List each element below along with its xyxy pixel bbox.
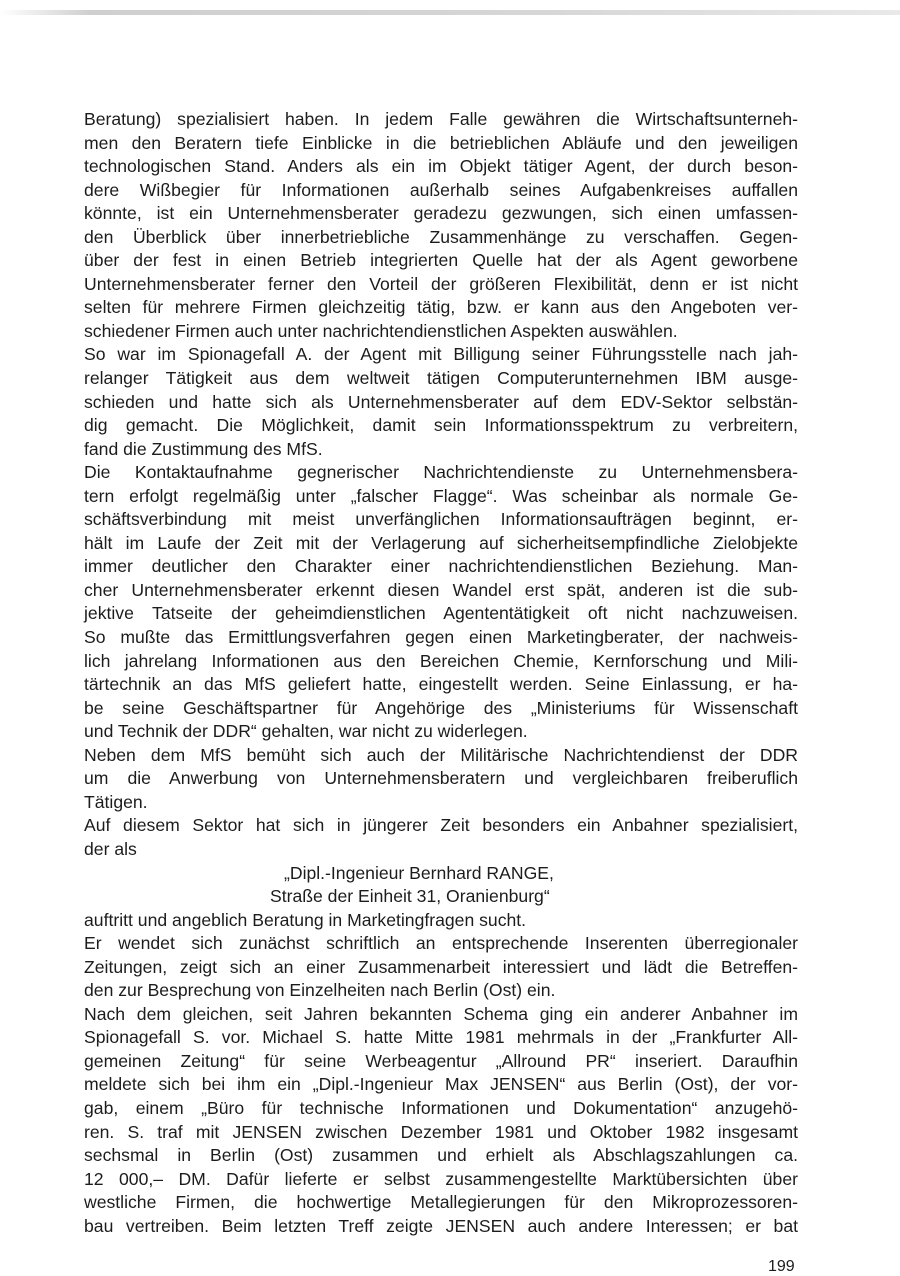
text-line: könnte, ist ein Unternehmensberater geradezu gezwungen, sich einen umfassen- [84,203,798,224]
text-line: 12 000,– DM. Dafür lieferte er selbst zusammengestellte Marktübersichten über [84,1168,798,1189]
text-line: auftritt und angeblich Beratung in Marketingfragen sucht. [84,909,527,930]
text-line: Die Kontaktaufnahme gegnerischer Nachrichtendienste zu Unternehmensbera- [84,462,798,483]
text-line: gab, einem „Büro für technische Informationen und Dokumentation“ anzugehö- [84,1097,798,1118]
text-line: sechsmal in Berlin (Ost) zusammen und erhielt als Abschlagszahlungen ca. [84,1145,798,1166]
text-line: Neben dem MfS bemüht sich auch der Militärische Nachrichtendienst der DDR [84,744,798,765]
text-line: Beratung) spezialisiert haben. In jedem Falle gewähren die Wirtschaftsunterneh- [84,109,798,129]
text-line: der als [84,838,137,859]
text-line: fand die Zustimmung des MfS. [84,438,323,459]
text-line: bau vertreiben. Beim letzten Treff zeigte JENSEN auch andere Interessen; er bat [84,1215,798,1236]
text-line: den zur Besprechung von Einzelheiten nach Berlin (Ost) ein. [84,980,556,1001]
text-line: schiedener Firmen auch unter nachrichtendienstlichen Aspekten auswählen. [84,320,678,341]
text-line: dig gemacht. Die Möglichkeit, damit sein Informationsspektrum zu verbreitern, [84,415,798,436]
text-line: Auf diesem Sektor hat sich in jüngerer Zeit besonders ein Anbahner spezialisiert, [84,815,798,836]
text-line: meldete sich bei ihm ein „Dipl.-Ingenieur Max JENSEN“ aus Berlin (Ost), der vor- [84,1074,798,1095]
text-line: Zeitungen, zeigt sich an einer Zusammenarbeit interessiert und lädt die Betreffen- [84,956,798,977]
text-line: tern erfolgt regelmäßig unter „falscher Flagge“. Was scheinbar als normale Ge- [84,485,798,506]
scan-edge-line [0,10,900,15]
text-line: immer deutlicher den Charakter einer nachrichtendienstlichen Beziehung. Man- [84,556,798,577]
text-line: be seine Geschäftspartner für Angehörige des „Ministeriums für Wissenschaft [84,697,798,718]
text-line: ren. S. traf mit JENSEN zwischen Dezember 1981 und Oktober 1982 insgesamt [84,1121,798,1142]
text-line: men den Beratern tiefe Einblicke in die betrieblichen Abläufe und den jeweiligen [84,132,798,153]
text-line: Spionagefall S. vor. Michael S. hatte Mitte 1981 mehrmals in der „Frankfurter All- [84,1027,798,1048]
text-line: Tätigen. [84,791,148,812]
text-line: selten für mehrere Firmen gleichzeitig tätig, bzw. er kann aus den Angeboten ver- [84,297,798,318]
text-line: So mußte das Ermittlungsverfahren gegen einen Marketingberater, der nachweis- [84,627,798,648]
text-line: cher Unternehmensberater erkennt diesen Wandel erst spät, anderen ist die sub- [84,579,798,600]
text-line: um die Anwerbung von Unternehmensberatern und vergleichbaren freiberuflich [84,768,798,789]
text-line: relanger Tätigkeit aus dem weltweit tätigen Computerunternehmen IBM ausge- [84,368,798,389]
text-line: dere Wißbegier für Informationen außerhalb seines Aufgabenkreises auffallen [84,179,798,200]
text-line: schieden und hatte sich als Unternehmensberater auf dem EDV-Sektor selbstän- [84,391,798,412]
text-line: hält im Laufe der Zeit mit der Verlagerung auf sicherheitsempfindliche Zielobjekte [84,532,798,553]
text-line: tärtechnik an das MfS geliefert hatte, eingestellt werden. Seine Einlassung, er ha- [84,674,798,695]
text-line: jektive Tatseite der geheimdienstlichen Agententätigkeit oft nicht nachzuweisen. [84,603,798,624]
page-number: 199 [768,1258,795,1275]
text-line: gemeinen Zeitung“ für seine Werbeagentur „Allround PR“ inseriert. Daraufhin [84,1050,798,1071]
text-line: Nach dem gleichen, seit Jahren bekannten Schema ging ein anderer Anbahner im [84,1003,798,1024]
text-line: westliche Firmen, die hochwertige Metallegierungen für den Mikroprozessoren- [84,1192,798,1213]
text-line: Er wendet sich zunächst schriftlich an entsprechende Inserenten überregionaler [84,933,798,954]
page-body-text [84,108,798,1238]
text-line: Unternehmensberater ferner den Vorteil der größeren Flexibilität, denn er ist nicht [84,273,798,294]
text-line: Straße der Einheit 31, Oranienburg“ [270,886,550,907]
text-line: und Technik der DDR“ gehalten, war nicht zu widerlegen. [84,721,528,742]
text-line: „Dipl.-Ingenieur Bernhard RANGE, [284,862,554,883]
text-line: So war im Spionagefall A. der Agent mit Billigung seiner Führungsstelle nach jah- [84,344,798,365]
text-line: über der fest in einen Betrieb integrierten Quelle hat der als Agent geworbene [84,250,798,271]
text-line: lich jahrelang Informationen aus den Bereichen Chemie, Kernforschung und Mili- [84,650,798,671]
text-line: technologischen Stand. Anders als ein im Objekt tätiger Agent, der durch beson- [84,156,798,177]
text-line: den Überblick über innerbetriebliche Zusammenhänge zu verschaffen. Gegen- [84,226,798,247]
text-line: schäftsverbindung mit meist unverfänglichen Informationsaufträgen beginnt, er- [84,509,798,530]
